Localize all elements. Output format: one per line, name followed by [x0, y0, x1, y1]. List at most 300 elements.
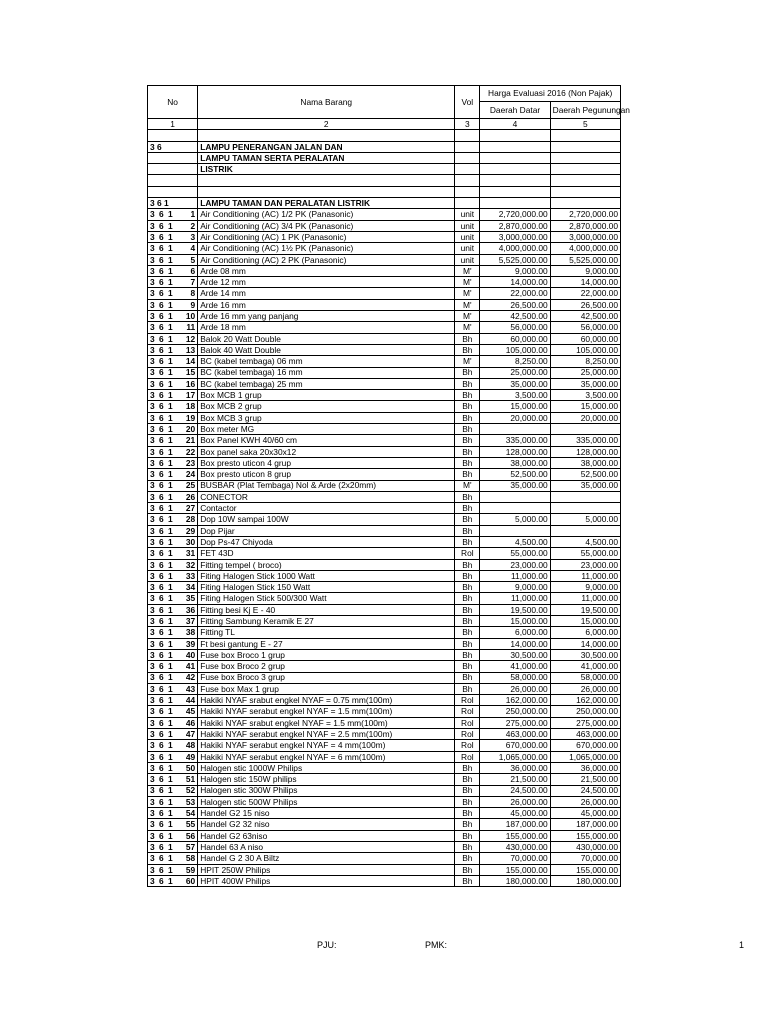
- item-name: Fiting Halogen Stick 1000 Watt: [198, 570, 455, 581]
- item-vol: unit: [455, 209, 480, 220]
- item-price-pegunungan: 58,000.00: [550, 672, 620, 683]
- item-name: Air Conditioning (AC) 1 PK (Panasonic): [198, 231, 455, 242]
- item-number: 10: [185, 310, 196, 321]
- table-row: [148, 762, 621, 773]
- item-price-datar: 4,500.00: [480, 536, 550, 547]
- item-code: 3 6 1 41: [148, 661, 198, 672]
- item-number: 47: [185, 728, 196, 739]
- table-row: [148, 717, 621, 728]
- item-price-datar: 187,000.00: [480, 819, 550, 830]
- item-vol: Bh: [455, 796, 480, 807]
- item-price-pegunungan: 35,000.00: [550, 480, 620, 491]
- item-code: 3 6 1 48: [148, 740, 198, 751]
- table-row: [148, 785, 621, 796]
- item-price-datar: 275,000.00: [480, 717, 550, 728]
- item-code: 3 6 1 57: [148, 842, 198, 853]
- item-vol: M': [455, 311, 480, 322]
- section-title-line: LISTRIK: [198, 164, 455, 175]
- item-vol: unit: [455, 254, 480, 265]
- item-name: Handel G2 15 niso: [198, 808, 455, 819]
- item-name: Halogen stic 500W Philips: [198, 796, 455, 807]
- item-price-datar: 60,000.00: [480, 333, 550, 344]
- table-row: [148, 853, 621, 864]
- item-price-pegunungan: 5,525,000.00: [550, 254, 620, 265]
- item-vol: Bh: [455, 604, 480, 615]
- item-price-pegunungan: 42,500.00: [550, 311, 620, 322]
- table-row: [148, 288, 621, 299]
- item-code: 3 6 1 8: [148, 288, 198, 299]
- item-vol: Bh: [455, 649, 480, 660]
- item-code: 3 6 1 5: [148, 254, 198, 265]
- item-number: 14: [185, 356, 196, 367]
- item-price-pegunungan: 15,000.00: [550, 401, 620, 412]
- item-price-pegunungan: 19,500.00: [550, 604, 620, 615]
- item-number: 57: [185, 841, 196, 852]
- item-price-datar: 38,000.00: [480, 457, 550, 468]
- item-price-pegunungan: 26,000.00: [550, 683, 620, 694]
- item-vol: Rol: [455, 740, 480, 751]
- item-code: 3 6 1 58: [148, 853, 198, 864]
- item-name: BC (kabel tembaga) 25 mm: [198, 378, 455, 389]
- item-price-datar: 55,000.00: [480, 548, 550, 559]
- table-row: [148, 582, 621, 593]
- section-row: [148, 152, 621, 163]
- spacer-row: [148, 175, 621, 186]
- table-row: [148, 265, 621, 276]
- item-vol: Rol: [455, 548, 480, 559]
- item-price-datar: 4,000,000.00: [480, 243, 550, 254]
- item-vol: Bh: [455, 864, 480, 875]
- item-number: 2: [190, 220, 196, 231]
- item-number: 20: [185, 423, 196, 434]
- item-price-pegunungan: 430,000.00: [550, 842, 620, 853]
- item-price-datar: 180,000.00: [480, 875, 550, 886]
- item-number: 22: [185, 446, 196, 457]
- table-row: [148, 808, 621, 819]
- item-price-pegunungan: 3,500.00: [550, 390, 620, 401]
- item-price-pegunungan: 335,000.00: [550, 435, 620, 446]
- item-number: 35: [185, 593, 196, 604]
- table-row: [148, 344, 621, 355]
- item-name: Arde 16 mm yang panjang: [198, 311, 455, 322]
- item-vol: Bh: [455, 627, 480, 638]
- item-vol: Bh: [455, 875, 480, 886]
- item-vol: unit: [455, 231, 480, 242]
- item-price-pegunungan: 155,000.00: [550, 830, 620, 841]
- table-row: [148, 570, 621, 581]
- item-price-datar: 11,000.00: [480, 570, 550, 581]
- item-price-datar: 26,000.00: [480, 796, 550, 807]
- item-vol: Bh: [455, 514, 480, 525]
- item-name: Hakiki NYAF serabut engkel NYAF = 4 mm(100m): [198, 740, 455, 751]
- item-price-pegunungan: 45,000.00: [550, 808, 620, 819]
- item-name: HPIT 400W Philips: [198, 875, 455, 886]
- item-price-pegunungan: 25,000.00: [550, 367, 620, 378]
- item-price-pegunungan: 41,000.00: [550, 661, 620, 672]
- item-price-datar: 26,000.00: [480, 683, 550, 694]
- item-price-datar: 70,000.00: [480, 853, 550, 864]
- item-price-pegunungan: 38,000.00: [550, 457, 620, 468]
- item-price-pegunungan: 250,000.00: [550, 706, 620, 717]
- item-price-datar: 9,000.00: [480, 265, 550, 276]
- subsection-title: LAMPU TAMAN DAN PERALATAN LISTRIK: [198, 198, 455, 209]
- item-name: Hakiki NYAF serabut engkel NYAF = 1.5 mm(100m): [198, 706, 455, 717]
- item-price-datar: 155,000.00: [480, 864, 550, 875]
- table-row: [148, 638, 621, 649]
- table-row: [148, 616, 621, 627]
- item-price-pegunungan: 70,000.00: [550, 853, 620, 864]
- item-vol: M': [455, 480, 480, 491]
- table-row: [148, 536, 621, 547]
- item-code: 3 6 1 36: [148, 604, 198, 615]
- item-vol: M': [455, 356, 480, 367]
- item-vol: Bh: [455, 446, 480, 457]
- item-price-datar: 128,000.00: [480, 446, 550, 457]
- item-price-datar: 5,000.00: [480, 514, 550, 525]
- item-price-datar: 11,000.00: [480, 593, 550, 604]
- item-number: 36: [185, 604, 196, 615]
- table-row: [148, 593, 621, 604]
- item-code: 3 6 1 6: [148, 265, 198, 276]
- item-number: 15: [185, 367, 196, 378]
- item-name: Arde 14 mm: [198, 288, 455, 299]
- item-price-pegunungan: 26,000.00: [550, 796, 620, 807]
- item-price-pegunungan: 1,065,000.00: [550, 751, 620, 762]
- item-vol: Bh: [455, 853, 480, 864]
- item-vol: Bh: [455, 830, 480, 841]
- subsection-code: 3 6 1: [148, 198, 198, 209]
- item-price-datar: 45,000.00: [480, 808, 550, 819]
- item-code: 3 6 1 43: [148, 683, 198, 694]
- table-row: [148, 649, 621, 660]
- item-price-pegunungan: [550, 424, 620, 435]
- item-price-pegunungan: 56,000.00: [550, 322, 620, 333]
- item-code: 3 6 1 25: [148, 480, 198, 491]
- item-name: Ft besi gantung E - 27: [198, 638, 455, 649]
- item-number: 19: [185, 412, 196, 423]
- table-row: [148, 299, 621, 310]
- item-code: 3 6 1 44: [148, 695, 198, 706]
- item-vol: Bh: [455, 503, 480, 514]
- item-name: Arde 18 mm: [198, 322, 455, 333]
- item-vol: Bh: [455, 333, 480, 344]
- item-price-datar: 670,000.00: [480, 740, 550, 751]
- item-name: Box MCB 2 grup: [198, 401, 455, 412]
- item-vol: unit: [455, 243, 480, 254]
- item-number: 24: [185, 469, 196, 480]
- item-price-datar: 15,000.00: [480, 616, 550, 627]
- item-name: BC (kabel tembaga) 16 mm: [198, 367, 455, 378]
- item-number: 58: [185, 853, 196, 864]
- table-row: [148, 661, 621, 672]
- item-code: 3 6 1 45: [148, 706, 198, 717]
- item-code: 3 6 1 32: [148, 559, 198, 570]
- item-name: Arde 16 mm: [198, 299, 455, 310]
- item-code: 3 6 1 21: [148, 435, 198, 446]
- item-vol: Bh: [455, 774, 480, 785]
- item-code: 3 6 1 35: [148, 593, 198, 604]
- item-vol: Bh: [455, 559, 480, 570]
- section-title-line: LAMPU PENERANGAN JALAN DAN: [198, 141, 455, 152]
- item-code: 3 6 1 37: [148, 616, 198, 627]
- item-code: 3 6 1 51: [148, 774, 198, 785]
- item-price-pegunungan: 9,000.00: [550, 265, 620, 276]
- item-price-datar: 463,000.00: [480, 729, 550, 740]
- item-number: 41: [185, 661, 196, 672]
- item-price-datar: 25,000.00: [480, 367, 550, 378]
- table-row: [148, 469, 621, 480]
- item-price-pegunungan: 55,000.00: [550, 548, 620, 559]
- item-price-pegunungan: 3,000,000.00: [550, 231, 620, 242]
- item-name: Handel G2 32 niso: [198, 819, 455, 830]
- item-price-datar: 19,500.00: [480, 604, 550, 615]
- item-number: 53: [185, 796, 196, 807]
- table-row: [148, 548, 621, 559]
- item-number: 38: [185, 627, 196, 638]
- item-name: Air Conditioning (AC) 1/2 PK (Panasonic): [198, 209, 455, 220]
- table-row: [148, 367, 621, 378]
- item-price-pegunungan: 15,000.00: [550, 616, 620, 627]
- table-row: [148, 525, 621, 536]
- table-row: [148, 842, 621, 853]
- item-code: 3 6 1 7: [148, 277, 198, 288]
- table-row: [148, 209, 621, 220]
- item-price-pegunungan: 23,000.00: [550, 559, 620, 570]
- item-number: 4: [190, 243, 196, 254]
- item-price-datar: 41,000.00: [480, 661, 550, 672]
- item-name: Box MCB 1 grup: [198, 390, 455, 401]
- item-number: 5: [190, 254, 196, 265]
- item-price-datar: [480, 491, 550, 502]
- item-price-pegunungan: 463,000.00: [550, 729, 620, 740]
- item-number: 1: [190, 209, 196, 220]
- item-price-pegunungan: 2,720,000.00: [550, 209, 620, 220]
- item-code: 3 6 1 14: [148, 356, 198, 367]
- item-number: 45: [185, 706, 196, 717]
- item-code: 3 6 1 10: [148, 311, 198, 322]
- item-name: Fuse box Broco 1 grup: [198, 649, 455, 660]
- item-price-pegunungan: 4,500.00: [550, 536, 620, 547]
- spacer-row: [148, 186, 621, 197]
- table-row: [148, 683, 621, 694]
- footer-pju: PJU:: [317, 940, 337, 950]
- item-price-pegunungan: 60,000.00: [550, 333, 620, 344]
- item-vol: Bh: [455, 412, 480, 423]
- item-code: 3 6 1 27: [148, 503, 198, 514]
- item-price-datar: 52,500.00: [480, 469, 550, 480]
- item-name: Halogen stic 150W philips: [198, 774, 455, 785]
- item-number: 43: [185, 683, 196, 694]
- item-code: 3 6 1 55: [148, 819, 198, 830]
- table-row: [148, 740, 621, 751]
- item-price-pegunungan: 14,000.00: [550, 277, 620, 288]
- item-number: 34: [185, 582, 196, 593]
- item-code: 3 6 1 4: [148, 243, 198, 254]
- header-name: Nama Barang: [198, 86, 455, 119]
- item-code: 3 6 1 39: [148, 638, 198, 649]
- item-number: 7: [190, 277, 196, 288]
- item-price-datar: 1,065,000.00: [480, 751, 550, 762]
- item-code: 3 6 1 49: [148, 751, 198, 762]
- table-row: [148, 491, 621, 502]
- section-row: [148, 164, 621, 175]
- item-vol: Bh: [455, 378, 480, 389]
- item-code: 3 6 1 1: [148, 209, 198, 220]
- item-vol: Bh: [455, 661, 480, 672]
- item-code: 3 6 1 26: [148, 491, 198, 502]
- item-price-pegunungan: 2,870,000.00: [550, 220, 620, 231]
- item-price-pegunungan: 155,000.00: [550, 864, 620, 875]
- item-name: Fitting TL: [198, 627, 455, 638]
- item-price-pegunungan: 26,500.00: [550, 299, 620, 310]
- table-row: [148, 729, 621, 740]
- item-code: 3 6 1 52: [148, 785, 198, 796]
- header-no: No: [148, 86, 198, 119]
- item-number: 42: [185, 672, 196, 683]
- item-name: BUSBAR (Plat Tembaga) Nol & Arde (2x20mm): [198, 480, 455, 491]
- item-name: Air Conditioning (AC) 1½ PK (Panasonic): [198, 243, 455, 254]
- item-price-pegunungan: 20,000.00: [550, 412, 620, 423]
- item-name: Box meter MG: [198, 424, 455, 435]
- table-row: [148, 695, 621, 706]
- spacer-row: [148, 130, 621, 141]
- item-code: 3 6 1 30: [148, 536, 198, 547]
- item-price-pegunungan: 4,000,000.00: [550, 243, 620, 254]
- table-row: [148, 243, 621, 254]
- item-name: Air Conditioning (AC) 3/4 PK (Panasonic): [198, 220, 455, 231]
- item-vol: Bh: [455, 491, 480, 502]
- item-vol: Bh: [455, 593, 480, 604]
- item-price-datar: 6,000.00: [480, 627, 550, 638]
- item-code: 3 6 1 16: [148, 378, 198, 389]
- item-vol: Bh: [455, 785, 480, 796]
- item-price-datar: [480, 525, 550, 536]
- item-code: 3 6 1 53: [148, 796, 198, 807]
- item-vol: Rol: [455, 729, 480, 740]
- table-row: [148, 356, 621, 367]
- item-name: Box MCB 3 grup: [198, 412, 455, 423]
- header-vol: Vol: [455, 86, 480, 119]
- item-name: Balok 40 Watt Double: [198, 344, 455, 355]
- item-price-pegunungan: 180,000.00: [550, 875, 620, 886]
- item-name: Hakiki NYAF serabut engkel NYAF = 6 mm(100m): [198, 751, 455, 762]
- item-name: Air Conditioning (AC) 2 PK (Panasonic): [198, 254, 455, 265]
- table-row: [148, 277, 621, 288]
- item-name: Handel 63 A niso: [198, 842, 455, 853]
- item-code: 3 6 1 38: [148, 627, 198, 638]
- colnum-3: 3: [455, 119, 480, 130]
- item-price-pegunungan: 275,000.00: [550, 717, 620, 728]
- table-row: [148, 412, 621, 423]
- item-code: 3 6 1 29: [148, 525, 198, 536]
- subsection-row: [148, 198, 621, 209]
- item-name: Arde 08 mm: [198, 265, 455, 276]
- item-price-datar: 42,500.00: [480, 311, 550, 322]
- item-number: 60: [185, 875, 196, 886]
- item-name: Halogen stic 1000W Philips: [198, 762, 455, 773]
- item-price-datar: 21,500.00: [480, 774, 550, 785]
- item-price-datar: 58,000.00: [480, 672, 550, 683]
- item-code: 3 6 1 2: [148, 220, 198, 231]
- item-number: 8: [190, 288, 196, 299]
- item-code: 3 6 1 47: [148, 729, 198, 740]
- item-vol: unit: [455, 220, 480, 231]
- item-name: Hakiki NYAF srabut engkel NYAF = 0.75 mm(100m): [198, 695, 455, 706]
- table-row: [148, 220, 621, 231]
- item-price-datar: 20,000.00: [480, 412, 550, 423]
- item-code: 3 6 1 3: [148, 231, 198, 242]
- item-name: Handel G 2 30 A Biltz: [198, 853, 455, 864]
- item-price-datar: 335,000.00: [480, 435, 550, 446]
- item-number: 6: [190, 265, 196, 276]
- item-vol: Rol: [455, 751, 480, 762]
- item-price-datar: 22,000.00: [480, 288, 550, 299]
- item-price-pegunungan: 8,250.00: [550, 356, 620, 367]
- item-vol: Bh: [455, 469, 480, 480]
- item-code: 3 6 1 59: [148, 864, 198, 875]
- item-price-datar: 162,000.00: [480, 695, 550, 706]
- item-price-pegunungan: [550, 503, 620, 514]
- section-row: [148, 141, 621, 152]
- item-code: 3 6 1 18: [148, 401, 198, 412]
- item-vol: M': [455, 265, 480, 276]
- item-number: 59: [185, 864, 196, 875]
- item-number: 30: [185, 536, 196, 547]
- item-code: 3 6 1 28: [148, 514, 198, 525]
- table-row: [148, 751, 621, 762]
- item-price-datar: 430,000.00: [480, 842, 550, 853]
- table-row: [148, 322, 621, 333]
- item-vol: Bh: [455, 638, 480, 649]
- table-row: [148, 819, 621, 830]
- item-vol: Bh: [455, 424, 480, 435]
- table-row: [148, 604, 621, 615]
- item-vol: Bh: [455, 525, 480, 536]
- item-name: Box Panel KWH 40/60 cm: [198, 435, 455, 446]
- item-name: Fitting tempel ( broco): [198, 559, 455, 570]
- item-number: 56: [185, 830, 196, 841]
- table-row: [148, 311, 621, 322]
- item-vol: Bh: [455, 401, 480, 412]
- item-code: 3 6 1 9: [148, 299, 198, 310]
- item-number: 54: [185, 808, 196, 819]
- item-price-datar: 8,250.00: [480, 356, 550, 367]
- item-price-pegunungan: 30,500.00: [550, 649, 620, 660]
- table-row: [148, 627, 621, 638]
- item-name: Hakiki NYAF serabut engkel NYAF = 2.5 mm(100m): [198, 729, 455, 740]
- item-code: 3 6 1 19: [148, 412, 198, 423]
- item-price-pegunungan: 5,000.00: [550, 514, 620, 525]
- item-price-pegunungan: 670,000.00: [550, 740, 620, 751]
- item-number: 16: [185, 378, 196, 389]
- item-price-pegunungan: 22,000.00: [550, 288, 620, 299]
- item-number: 9: [190, 299, 196, 310]
- item-price-datar: 9,000.00: [480, 582, 550, 593]
- item-code: 3 6 1 20: [148, 424, 198, 435]
- item-code: 3 6 1 42: [148, 672, 198, 683]
- item-price-datar: 35,000.00: [480, 378, 550, 389]
- item-name: Hakiki NYAF srabut engkel NYAF = 1.5 mm(100m): [198, 717, 455, 728]
- item-price-pegunungan: 11,000.00: [550, 593, 620, 604]
- item-price-pegunungan: 14,000.00: [550, 638, 620, 649]
- item-price-datar: 30,500.00: [480, 649, 550, 660]
- item-price-datar: 105,000.00: [480, 344, 550, 355]
- item-vol: Rol: [455, 695, 480, 706]
- item-price-pegunungan: 9,000.00: [550, 582, 620, 593]
- footer-page-number: 1: [739, 940, 745, 950]
- item-code: 3 6 1 50: [148, 762, 198, 773]
- item-number: 52: [185, 785, 196, 796]
